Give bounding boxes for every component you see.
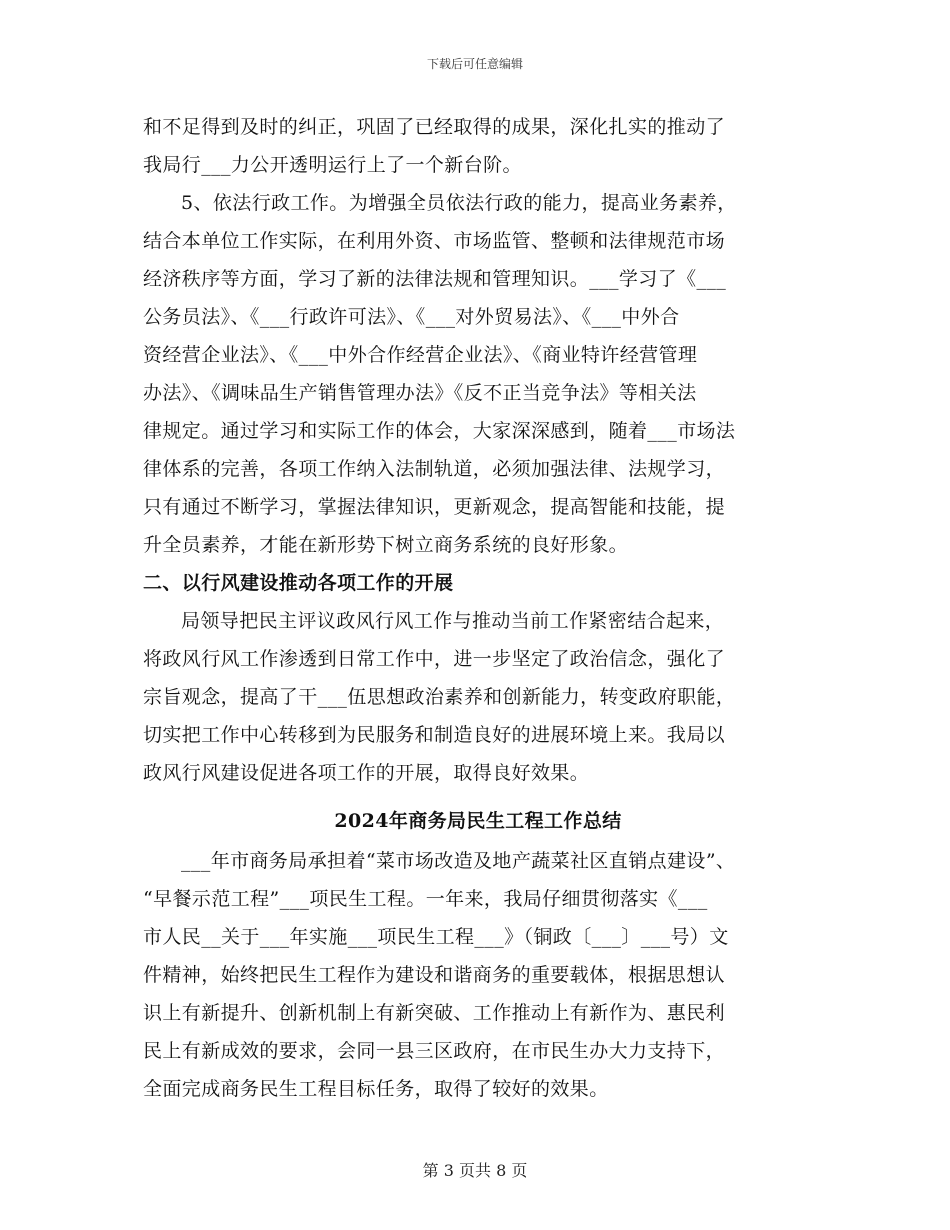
body-line: 件精神，始终把民生工程作为建设和谐商务的重要载体，根据思想认 [143,964,726,986]
body-line: 识上有新提升、创新机制上有新突破、工作推动上有新作为、惠民利 [143,1002,726,1024]
body-line: 切实把工作中心转移到为民服务和制造良好的进展环境上来。我局以 [143,724,726,746]
body-line: 全面完成商务民生工程目标任务，取得了较好的效果。 [143,1078,609,1100]
body-line: 将政风行风工作渗透到日常工作中，进一步坚定了政治信念，强化了 [143,648,726,670]
body-line: ___年市商务局承担着“菜市场改造及地产蔬菜社区直销点建设”、 [181,850,736,872]
page-footer: 第 3 页共 8 页 [422,1161,528,1180]
body-line: 只有通过不断学习，掌握法律知识，更新观念，提高智能和技能，提 [143,496,726,518]
body-line: 办法》、《调味品生产销售管理办法》《反不正当竞争法》等相关法 [143,382,697,404]
document-title: 2024年商务局民生工程工作总结 [334,810,622,832]
body-line: 5、依法行政工作。为增强全员依法行政的能力，提高业务素养， [181,192,737,214]
header-note: 下载后可任意编辑 [426,57,523,71]
body-line: 资经营企业法》、《___中外合作经营企业法》、《商业特许经营管理 [143,344,698,366]
body-line: 宗旨观念，提高了干___伍思想政治素养和创新能力，转变政府职能， [143,686,736,708]
body-line: “早餐示范工程”___项民生工程。一年来，我局仔细贯彻落实《___ [143,888,708,910]
body-line: 和不足得到及时的纠正，巩固了已经取得的成果，深化扎实的推动了 [143,116,726,138]
body-line: 公务员法》、《___行政许可法》、《___对外贸易法》、《___中外合 [143,306,680,328]
body-line: 民上有新成效的要求，会同一县三区政府，在市民生办大力支持下， [143,1040,726,1062]
document-body [143,108,813,1108]
body-line: 局领导把民主评议政风行风工作与推动当前工作紧密结合起来， [181,610,725,632]
body-line: 律规定。通过学习和实际工作的体会，大家深深感到，随着___市场法 [143,420,736,442]
body-line: 经济秩序等方面，学习了新的法律法规和管理知识。___学习了《___ [143,268,727,290]
body-line: 市人民__关于___年实施___项民生工程___》（铜政〔___〕___号）文 [143,926,729,948]
body-line: 律体系的完善，各项工作纳入法制轨道，必须加强法律、法规学习， [143,458,726,480]
body-line: 政风行风建设促进各项工作的开展，取得良好效果。 [143,762,590,784]
body-line: 我局行___力公开透明运行上了一个新台阶。 [143,154,522,176]
body-line: 升全员素养，才能在新形势下树立商务系统的良好形象。 [143,534,629,556]
section-heading: 二、以行风建设推动各项工作的开展 [143,572,454,594]
body-line: 结合本单位工作实际，在利用外资、市场监管、整顿和法律规范市场 [143,230,726,252]
